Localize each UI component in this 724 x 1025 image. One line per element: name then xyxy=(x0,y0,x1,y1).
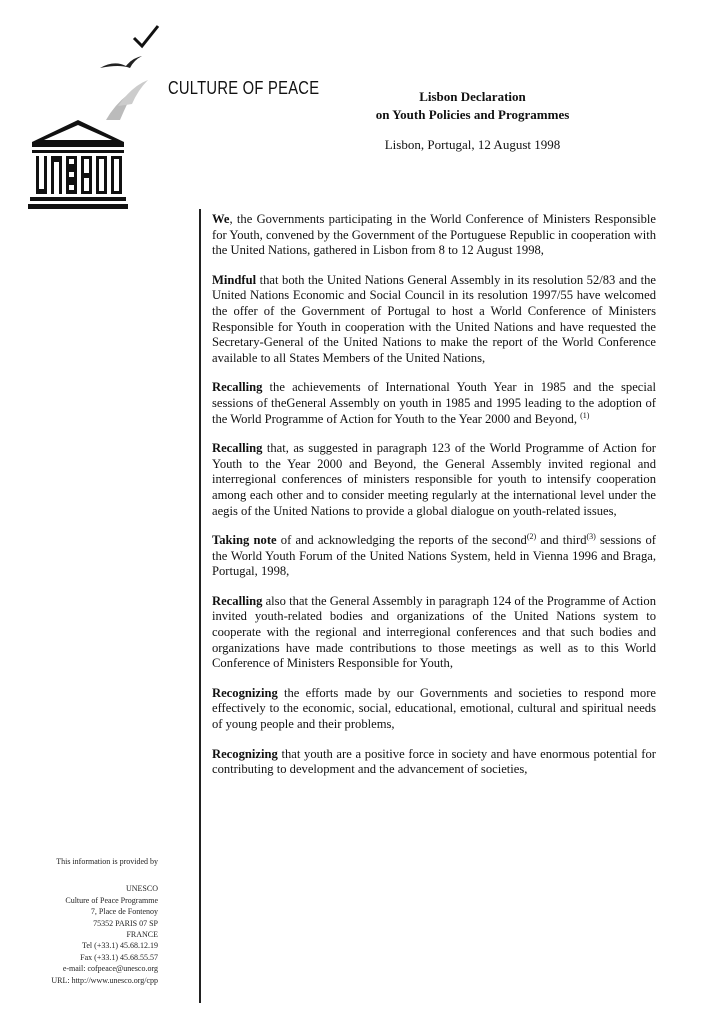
paragraph-lead: Recalling xyxy=(212,380,263,395)
paragraph-text: and third xyxy=(536,533,587,548)
paragraph xyxy=(212,441,656,519)
contact-sidebar xyxy=(20,856,158,986)
paragraph-text: that youth are a positive force in society and have enormous potential for contributing to development and the advancement of societies, xyxy=(212,746,656,777)
paragraph-text: the efforts made by our Governments and societies to respond more effectively to the economic, social, educational, emotional, cultural and spiritual needs of young people and their problems, xyxy=(212,685,656,732)
paragraph xyxy=(212,380,656,427)
paragraph xyxy=(212,747,656,778)
paragraph xyxy=(212,594,656,672)
paragraph xyxy=(212,273,656,367)
bird-mark-main xyxy=(100,56,142,68)
paragraph-lead: Recalling xyxy=(212,441,263,456)
paragraph-text: that both the United Nations General Assembly in its resolution 52/83 and the United Nations Economic and Social Council in its resolution 1997/55 have welcomed the offer of the Government of Portugal to host a World Conference of Ministers Responsible for Youth in cooperation with the United Nations and have requested the Secretary-General of the United Nations to make the report of the World Conference available to all States Members of the United Nations, xyxy=(212,272,656,365)
footnote-ref: (3) xyxy=(586,531,596,541)
paragraph xyxy=(212,533,656,580)
place-date: Lisbon, Portugal, 12 August 1998 xyxy=(384,137,561,152)
url-link[interactable]: URL: http://www.unesco.org/cpp xyxy=(51,975,158,985)
document-header xyxy=(300,88,645,154)
paragraph-lead: Recognizing xyxy=(212,685,278,700)
contact-line: Tel (+33.1) 45.68.12.19 xyxy=(82,941,158,951)
logo-area xyxy=(28,22,320,222)
paragraph-text: , the Governments participating in the World Conference of Ministers Responsible for Youth, convened by the Government of the Portuguese Republic in cooperation with the United Nations, gathered in Lisbon from 8 to 12 August 1998, xyxy=(212,212,656,258)
contact-line: UNESCO xyxy=(125,884,158,894)
margin-rule xyxy=(199,209,201,1003)
declaration-body xyxy=(212,212,656,792)
contact-line: FRANCE xyxy=(126,930,158,940)
paragraph-lead: Recalling xyxy=(212,593,263,608)
paragraph-lead: Mindful xyxy=(212,272,257,287)
paragraph xyxy=(212,212,656,259)
title-line-1: Lisbon Declaration xyxy=(419,89,526,104)
bird-mark-grey-2 xyxy=(118,80,148,106)
paragraph-text: sessions of the World Youth Forum of the United Nations System, held in Vienna 1996 and Braga, Portugal, 1998, xyxy=(212,533,656,579)
contact-line: 7, Place de Fontenoy xyxy=(90,907,158,917)
unesco-logo xyxy=(28,22,288,222)
contact-line: Culture of Peace Programme xyxy=(65,895,158,905)
title-line-2: on Youth Policies and Programmes xyxy=(375,107,570,122)
paragraph-text: of and acknowledging the reports of the second xyxy=(276,533,527,548)
paragraph-lead: Taking note xyxy=(212,533,277,548)
paragraph-text: that, as suggested in paragraph 123 of the World Programme of Action for Youth to the Year 2000 and Beyond, the General Assembly invited regional and interregional conferences of ministers responsible for youth to intensify cooperation among each other and to consider meeting regularly at the international level under the aegis of the United Nations to provide a global dialogue on youth-related issues, xyxy=(212,441,656,518)
contact-line: Fax (+33.1) 45.68.55.57 xyxy=(80,952,158,962)
temple-columns xyxy=(36,156,122,194)
paragraph-text: the achievements of International Youth Year in 1985 and the special sessions of theGeneral Assembly on youth in 1985 and 1995 leading to the adoption of the World Programme of Action for Youth to the Year 2000 and Beyond, xyxy=(212,380,656,426)
paragraph-lead: Recognizing xyxy=(212,746,278,761)
contact-line: 75352 PARIS 07 SP xyxy=(93,918,158,928)
footnote-ref: (1) xyxy=(580,410,590,420)
paragraph xyxy=(212,686,656,733)
footnote-ref: (2) xyxy=(526,531,537,541)
paragraph-text: also that the General Assembly in paragraph 124 of the Programme of Action invited youth-related bodies and organizations of the United Nations system to cooperate with the regional and interregional conferences and that such bodies and organizations have made contributions to those meetings as well as to this World Conference of Ministers Responsible for Youth, xyxy=(212,593,656,671)
bird-mark-top xyxy=(134,26,158,46)
culture-of-peace-wordmark: CULTURE OF PEACE xyxy=(168,78,320,98)
paragraph-lead: We xyxy=(212,212,230,226)
email-link[interactable]: e-mail: cofpeace@unesco.org xyxy=(62,964,158,974)
sidebar-intro: This information is provided by xyxy=(56,857,158,866)
